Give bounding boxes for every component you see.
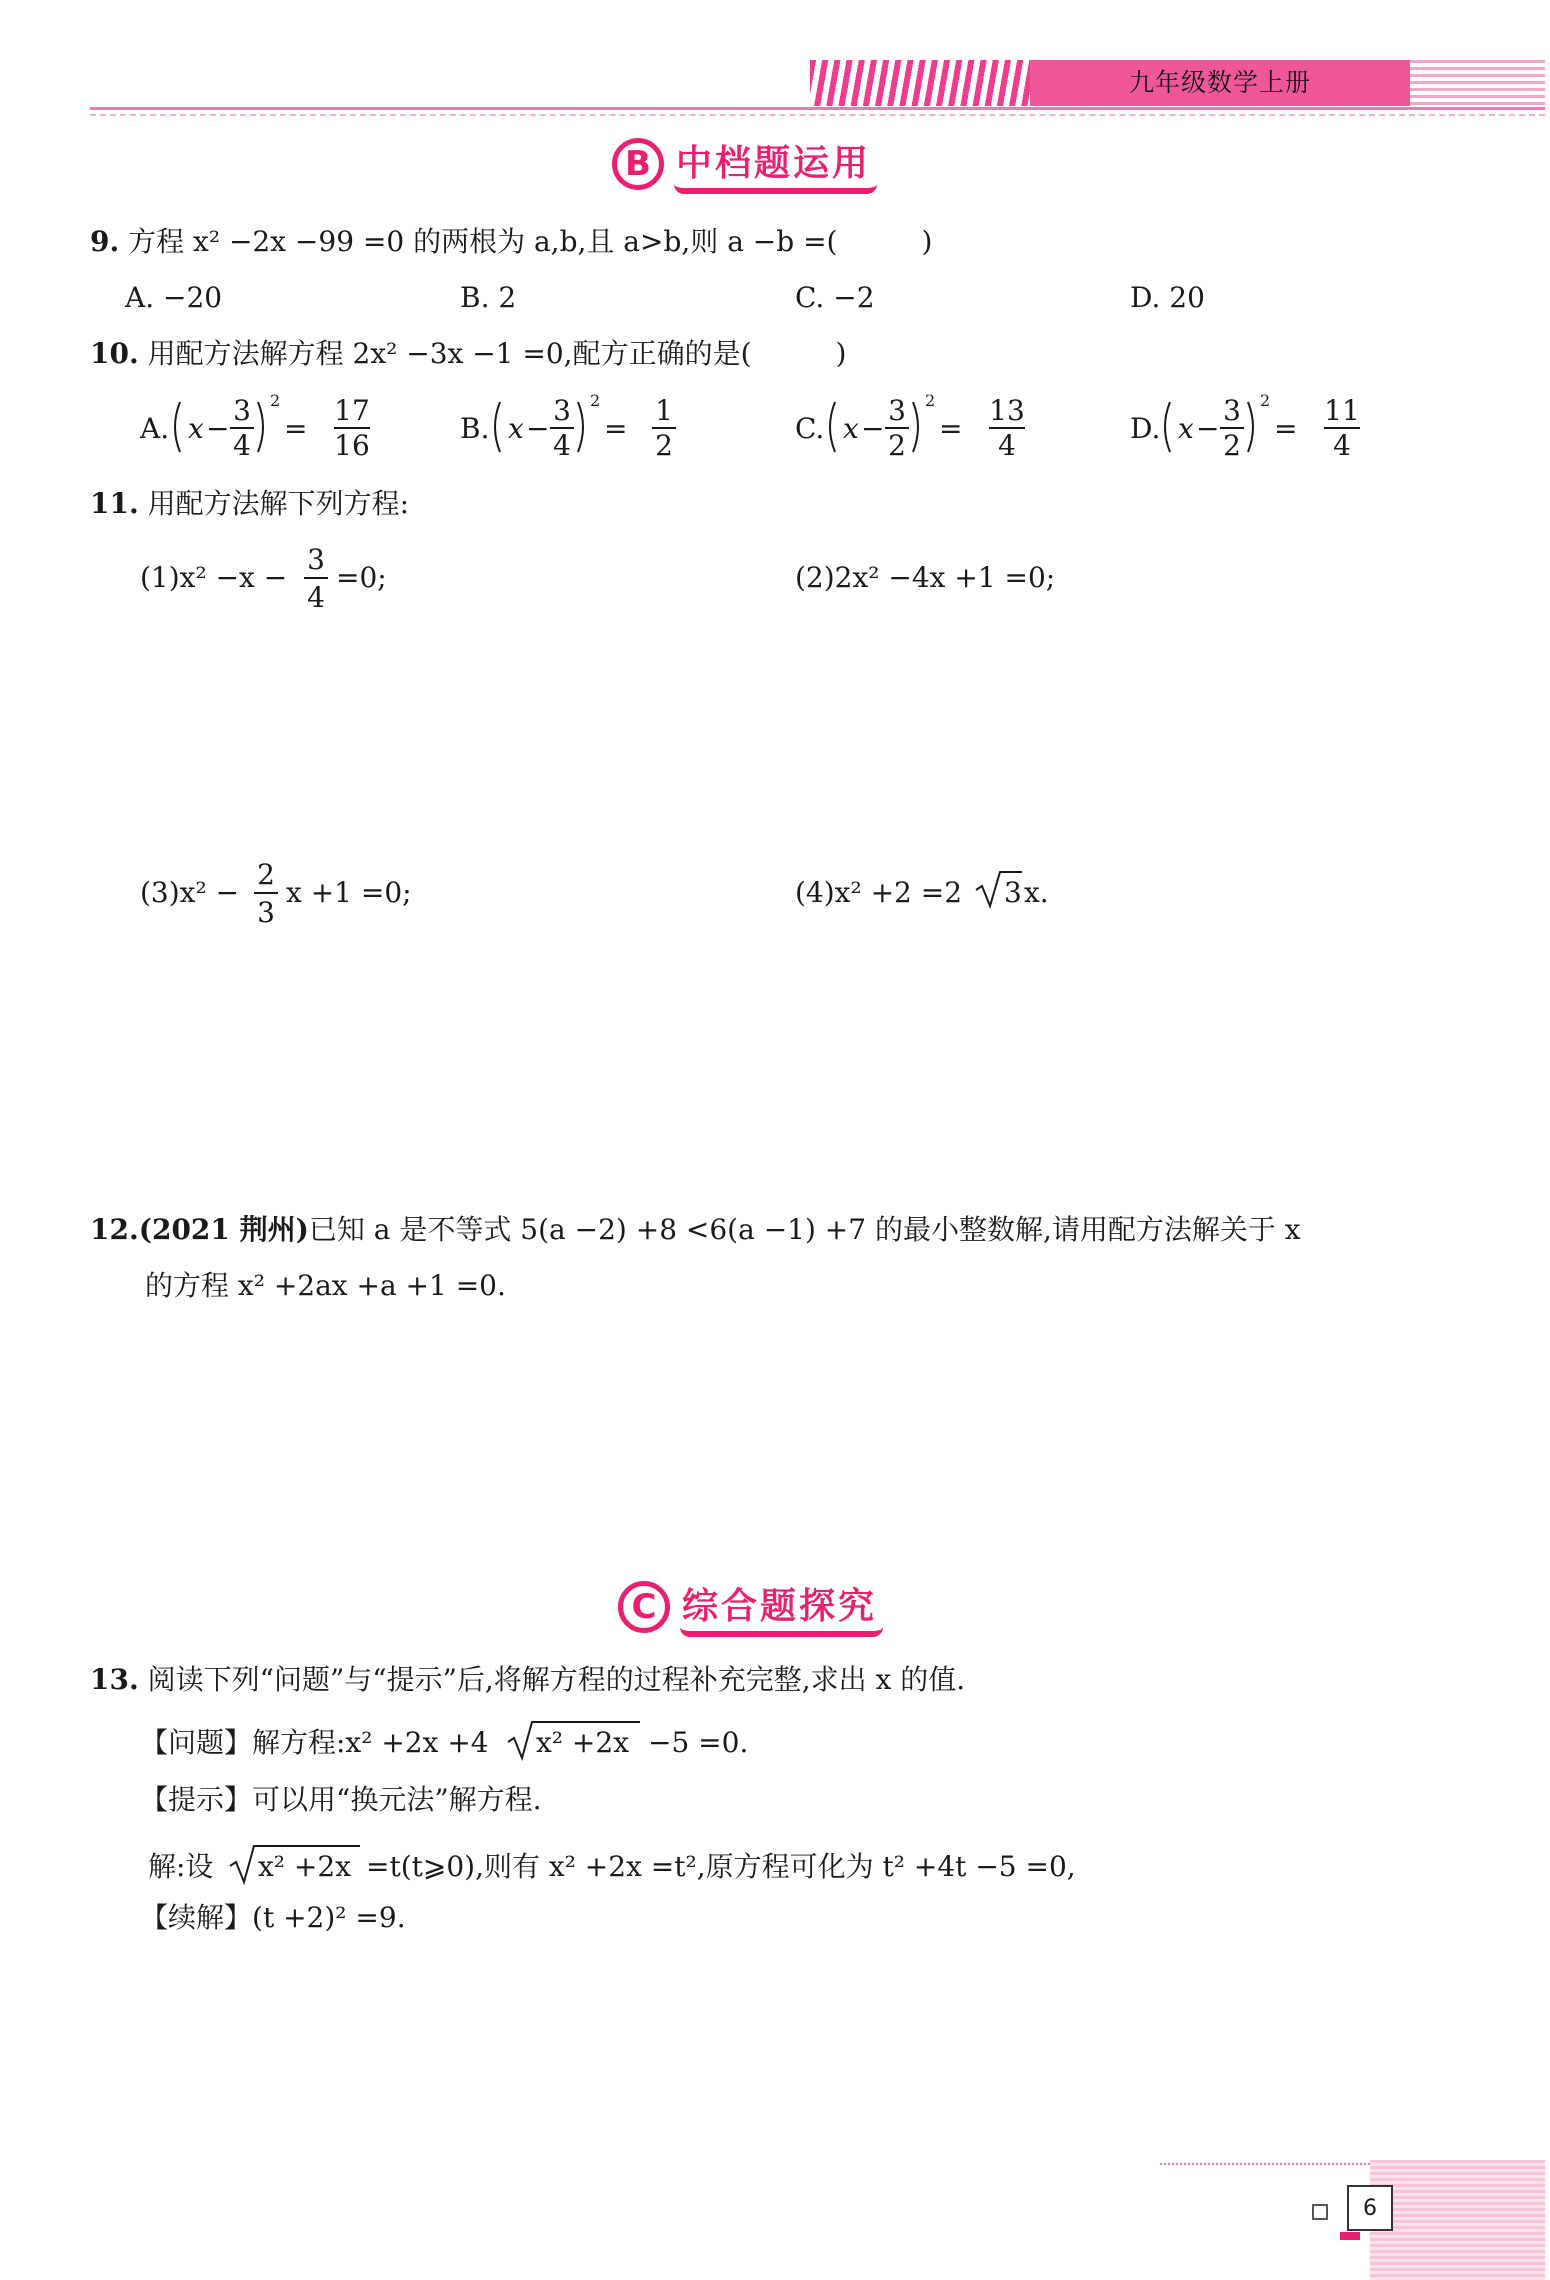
question-text: 阅读下列“问题”与“提示”后,将解方程的过程补充完整,求出 x 的值.: [147, 1663, 966, 1696]
option-a-num: 3: [1223, 394, 1241, 427]
svg-text:−: −: [861, 412, 885, 445]
q9-option-d: D. 20: [1130, 281, 1205, 314]
question-number: 13.: [90, 1663, 139, 1696]
q9-option-c: C. −2: [795, 281, 875, 314]
q10-option-a: [139, 391, 370, 462]
svg-text:x: x: [1178, 412, 1194, 445]
continued-text: (t +2)² =9.: [252, 1901, 406, 1934]
question-number: 10.: [90, 337, 139, 370]
option-r-den: 16: [334, 429, 370, 462]
part-den: 4: [307, 581, 325, 614]
q13-hint: [140, 1780, 542, 1820]
part-prefix: (4)x² +2 =2: [795, 876, 963, 909]
hint-text: 可以用“换元法”解方程.: [252, 1783, 542, 1816]
problem-label: 【问题】: [140, 1726, 253, 1759]
part-prefix: (1)x² −x −: [140, 561, 288, 594]
q10-option-d: [1130, 391, 1360, 462]
svg-text:x: x: [188, 412, 204, 445]
option-r-den: 4: [998, 429, 1016, 462]
option-a-den: 4: [553, 429, 571, 462]
option-a-den: 4: [233, 429, 251, 462]
q9-option-b: B. 2: [460, 281, 517, 314]
solution-suffix: =t(t⩾0),则有 x² +2x =t²,原方程可化为 t² +4t −5 =0,: [366, 1850, 1076, 1883]
option-letter: D.: [1130, 412, 1161, 445]
header-lines: [1410, 60, 1545, 106]
option-r-num: 11: [1324, 394, 1360, 427]
svg-text:x: x: [508, 412, 524, 445]
q13-continued: [140, 1898, 406, 1938]
option-r-num: 13: [989, 394, 1025, 427]
page-number: 6: [1347, 2185, 1393, 2231]
option-r-den: 4: [1333, 429, 1351, 462]
section-b-badge: B: [612, 138, 664, 190]
part-den: 3: [257, 896, 275, 929]
svg-text:=: =: [604, 412, 628, 445]
question-number: 9.: [90, 225, 120, 258]
q11-part-4: [795, 872, 1049, 909]
q10-option-c: [795, 391, 1025, 462]
option-letter: A.: [140, 412, 170, 445]
svg-text:=: =: [284, 412, 308, 445]
option-a-num: 3: [553, 394, 571, 427]
section-c-title: 综合题探究: [680, 1578, 883, 1637]
q11-parts-1-2: [0, 535, 1550, 625]
option-r-num: 1: [655, 394, 673, 427]
part-suffix: =0;: [336, 561, 387, 594]
question-9: [90, 222, 932, 262]
problem-prefix: 解方程:x² +2x +4: [252, 1726, 489, 1759]
book-title: 九年级数学上册: [1030, 60, 1410, 106]
option-r-num: 17: [334, 394, 370, 427]
question-12-line2: 的方程 x² +2ax +a +1 =0.: [145, 1269, 506, 1302]
option-letter: C.: [795, 412, 825, 445]
solution-radicand: x² +2x: [258, 1850, 351, 1883]
header-rule-dashed: [90, 114, 1545, 116]
svg-text:−: −: [526, 412, 550, 445]
option-a-den: 2: [1223, 429, 1241, 462]
option-a-den: 2: [888, 429, 906, 462]
part-num: 3: [307, 543, 325, 576]
q11-part-3: [140, 858, 412, 929]
part-suffix: x +1 =0;: [286, 876, 412, 909]
header-stripes: [810, 60, 1030, 106]
q13-solution: [0, 1836, 1550, 1896]
svg-text:−: −: [1196, 412, 1220, 445]
option-letter: B.: [460, 412, 490, 445]
solution-prefix: 解:设: [148, 1850, 214, 1883]
footer-decoration: [1370, 2160, 1545, 2280]
part-prefix: (3)x² −: [140, 876, 240, 909]
part-suffix: x.: [1024, 876, 1049, 909]
question-11: [90, 484, 409, 524]
footer-rule: [1160, 2163, 1370, 2165]
question-12: [90, 1210, 1301, 1250]
option-a-num: 3: [888, 394, 906, 427]
option-a-num: 3: [233, 394, 251, 427]
svg-text:2: 2: [1260, 391, 1271, 410]
q11-part-1: [140, 543, 387, 614]
square-icon: [1312, 2204, 1328, 2220]
question-number: 12.: [90, 1213, 139, 1246]
question-text-line1: 已知 a 是不等式 5(a −2) +8 <6(a −1) +7 的最小整数解,请用配方法解关于 x: [308, 1213, 1301, 1246]
svg-text:2: 2: [590, 391, 601, 410]
question-text: 用配方法解方程 2x² −3x −1 =0,配方正确的是( ): [147, 337, 847, 370]
continued-label: 【续解】: [140, 1901, 253, 1934]
question-text: 方程 x² −2x −99 =0 的两根为 a,b,且 a>b,则 a −b =( ): [128, 225, 933, 258]
q11-parts-3-4: [0, 850, 1550, 940]
svg-text:=: =: [1274, 412, 1298, 445]
svg-text:=: =: [939, 412, 963, 445]
problem-radicand: x² +2x: [536, 1726, 629, 1759]
svg-text:2: 2: [925, 391, 936, 410]
corner-mark: [1340, 2232, 1360, 2240]
header-rule: [90, 107, 1545, 110]
part-num: 2: [257, 858, 275, 891]
part-radicand: 3: [1004, 876, 1022, 909]
svg-text:2: 2: [270, 391, 281, 410]
q10-option-b: [460, 391, 676, 462]
q11-part-2: (2)2x² −4x +1 =0;: [795, 561, 1056, 594]
question-13: [90, 1660, 965, 1700]
question-10: [90, 334, 846, 374]
section-b-heading: [612, 132, 877, 196]
svg-text:−: −: [206, 412, 230, 445]
hint-label: 【提示】: [140, 1783, 253, 1816]
svg-text:x: x: [843, 412, 859, 445]
section-c-badge: C: [618, 1581, 670, 1633]
problem-suffix: −5 =0.: [648, 1726, 749, 1759]
question-source: (2021 荆州): [138, 1213, 309, 1246]
question-text: 用配方法解下列方程:: [147, 487, 410, 520]
question-number: 11.: [90, 487, 139, 520]
section-c-heading: [618, 1575, 883, 1639]
option-r-den: 2: [655, 429, 673, 462]
q9-option-a: A. −20: [125, 281, 223, 314]
section-b-title: 中档题运用: [674, 135, 877, 194]
q13-problem: [0, 1712, 1550, 1772]
q10-options: [0, 380, 1550, 480]
